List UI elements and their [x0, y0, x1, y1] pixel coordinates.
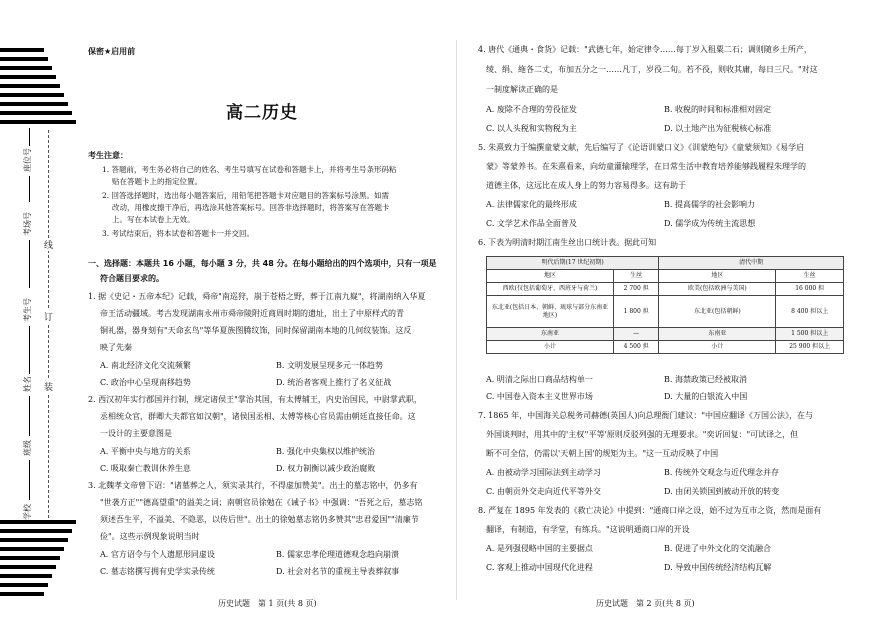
question-1-text: 映了先秦	[100, 343, 132, 352]
table-cell: 8 400 担以上	[776, 296, 844, 328]
silk-export-table	[486, 256, 844, 354]
seal-char-fix: 装	[44, 380, 53, 393]
table-cell: 4 500 担	[614, 341, 659, 354]
table-row	[487, 341, 844, 354]
question-3-text: 3. 北魏孝文帝曾下诏："诸墓葬之人，须实录其行，不得虚加赞美"。出土的墓志铭中，仍多有	[88, 481, 418, 490]
question-1-text: 铜礼器，器身刻有"天命玄鸟"等华夏族图腾纹饰，同时保留湖南本地的几何纹装饰。这反	[100, 326, 412, 335]
table-group-header: 明代后期(17 世纪初期)	[487, 257, 659, 270]
question-2-text: 丞相统众官，群卿大夫都官如汉朝"，诸侯国丞相、太傅等核心官员需由朝廷直接任命。这	[100, 412, 416, 421]
option-d[interactable]: D. 导致中国传统经济结构瓦解	[664, 563, 772, 572]
question-3-text: 须述吾生平，不溢美、不隐恶，以传后世"。出土的徐勉墓志铭仍多赞其"忠君爱国""清廉节	[100, 515, 419, 524]
table-cell: 小计	[487, 341, 614, 354]
option-b[interactable]: B. 促进了中外文化的交流融合	[664, 544, 771, 553]
option-b[interactable]: B. 提高儒学的社会影响力	[664, 200, 755, 209]
school-label: 学校	[23, 504, 32, 520]
section-heading: 符合题目要求的。	[100, 274, 164, 283]
notice-line: 上。写在本试卷上无效。	[112, 215, 195, 224]
question-5-text: 道德主体，这远比在成人身上的努力容易得多。这有助于	[486, 181, 686, 190]
option-a[interactable]: A. 废除不合理的劳役征发	[486, 105, 577, 114]
seat-label: 座位号	[23, 148, 32, 172]
binding-bar	[0, 120, 76, 124]
table-cell: 西欧(仅包括葡萄牙、西班牙与荷兰)	[487, 283, 614, 296]
table-group-header: 清代中期	[659, 257, 844, 270]
binding-bar	[0, 574, 52, 578]
question-2-text: 2. 西汉初年实行郡国并行制，规定诸侯王"掌治其国，有太傅辅王，内史治国民，中尉掌武职，	[88, 395, 422, 404]
option-c[interactable]: C. 客观上推动中国现代化进程	[486, 563, 593, 572]
table-cell: 25 900 担以上	[776, 341, 844, 354]
table-cell: 16 000 担	[776, 283, 844, 296]
table-cell: 2 700 担	[614, 283, 659, 296]
question-7-text: 外国谈判时，用其中的'主权''平等'原则反驳列强的无理要求。"奕䜣回复："可试译之，但	[486, 430, 799, 439]
notice-line: 3. 考试结束后，将本试卷和答题卡一并交回。	[102, 229, 255, 238]
question-8-text: 翻译，有制造，有学堂，有练兵。"这说明通商口岸的开设	[486, 525, 690, 534]
binding-strip	[0, 0, 92, 630]
cut-line	[48, 130, 49, 518]
option-a[interactable]: A. 南北经济文化交流频繁	[100, 361, 191, 370]
option-b[interactable]: B. 传统外交观念与近代理念并存	[664, 468, 779, 477]
binding-bar	[0, 520, 76, 524]
option-c[interactable]: C. 文学艺术作品全面普及	[486, 219, 577, 228]
notice-line: 2. 回答选择题时，选出每小题答案后，用铅笔把答题卡对应题目的答案标号涂黑。如需	[102, 191, 390, 200]
seal-char-bind: 订	[44, 310, 53, 323]
exam-room-label: 考场号	[23, 212, 32, 236]
option-c[interactable]: C. 由朝贡外交走向近代平等外交	[486, 487, 601, 496]
footer-right: 历史试题 第 2 页(共 8 页)	[596, 599, 695, 608]
binding-bar	[0, 547, 64, 551]
question-3-text: "世袭方正""德高望重"的溢美之词；南朝官员徐勉在《诫子书》中强调："吾死之后，墓志铭	[100, 498, 423, 507]
option-a[interactable]: A. 平衡中央与地方的关系	[100, 447, 191, 456]
notice-line: 改动，用橡皮擦干净后，再选涂其他答案标号。回答非选择题时，将答案写在答题卡	[112, 203, 390, 212]
write-line	[29, 176, 30, 202]
question-5-text: 5. 朱熹致力于编撰童蒙文献，先后编写了《论语训蒙口义》《训蒙绝句》《童蒙须知》《易学启	[478, 143, 805, 152]
table-header: 地区	[487, 270, 614, 283]
option-c[interactable]: C. 以人头税和实物税为主	[486, 124, 577, 133]
write-line	[29, 396, 30, 436]
option-c[interactable]: C. 政治中心呈现南移趋势	[100, 378, 191, 387]
footer-left: 历史试题 第 1 页(共 8 页)	[218, 599, 317, 608]
seal-char-line: 线	[44, 238, 53, 251]
table-row	[487, 257, 844, 270]
binding-bar	[0, 529, 72, 533]
notice-line: 1. 答题前，考生务必将自己的姓名、考生号填写在试卷和答题卡上，并将考生号条形码粘	[102, 165, 397, 174]
binding-bar	[0, 75, 56, 79]
table-row	[487, 328, 844, 341]
question-1-text: 1. 据《史记・五帝本纪》记载，舜帝"南巡狩，崩于苍梧之野，葬于江南九嶷"，将湖南纳入华夏	[88, 292, 426, 301]
question-2-text: 一设计的主要意图是	[100, 429, 172, 438]
notice-heading: 考生注意：	[88, 151, 128, 160]
option-c[interactable]: C. 墓志铭撰写拥有史学实录传统	[100, 567, 215, 576]
table-cell: 欧美(包括欧洲与美国)	[659, 283, 776, 296]
table-cell: 小计	[659, 341, 776, 354]
table-cell: 1 800 担	[614, 296, 659, 328]
table-header: 生丝	[614, 270, 659, 283]
name-label: 姓名	[23, 376, 32, 392]
section-heading: 一、选择题：本题共 16 小题，每小题 3 分，共 48 分。在每小题给出的四个选项中，只有一项是	[88, 259, 437, 268]
binding-bar	[0, 583, 48, 587]
option-a[interactable]: A. 是列强侵略中国的主要据点	[486, 544, 593, 553]
option-c[interactable]: C. 中国卷入资本主义世界市场	[486, 392, 593, 401]
exam-number-label: 考生号	[23, 298, 32, 322]
question-3-text: 俭"。这些示例现象说明当时	[100, 532, 200, 541]
question-7-text: 断不可全信，仍需以'天朝上国'的规矩为主。"这一互动反映了中国	[486, 449, 719, 458]
option-d[interactable]: D. 权力制衡以减少政治腐败	[276, 464, 376, 473]
option-d[interactable]: D. 社会对名节的重视主导表葬叙事	[276, 567, 400, 576]
binding-bar	[0, 66, 52, 70]
option-d[interactable]: D. 由闭关锁国到被动开放的转变	[664, 487, 780, 496]
option-b[interactable]: B. 儒家忠孝伦理道德观念趋向崩溃	[276, 550, 399, 559]
binding-bar	[0, 538, 68, 542]
page-divider	[456, 40, 457, 600]
option-b[interactable]: B. 收税的时间和标准相对固定	[664, 105, 771, 114]
question-8-text: 8. 严复在 1895 年发表的《救亡决论》中提到："通商口岸之设，始不过为互市之资，然而是面有	[478, 506, 822, 515]
write-line	[29, 326, 30, 374]
binding-bar	[0, 565, 56, 569]
option-d[interactable]: D. 儒学成为传统主流思想	[664, 219, 756, 228]
option-d[interactable]: D. 大量的白银流入中国	[664, 392, 748, 401]
option-c[interactable]: C. 吸取秦亡教训休养生息	[100, 464, 191, 473]
option-b[interactable]: B. 强化中央集权以维护统治	[276, 447, 375, 456]
table-cell: 东北亚(包括朝鲜)	[659, 296, 776, 328]
question-6-text: 6. 下表为明清时期江南生丝出口统计表。据此可知	[478, 238, 657, 247]
question-1-text: 帝王活动疆域。考古发现湖南永州市舜帝陵附近商周时期的遗址，出土了中原样式的青	[100, 309, 404, 318]
binding-bar	[0, 556, 60, 560]
option-a[interactable]: A. 官方诏令与个人遗愿形同虚设	[100, 550, 215, 559]
question-5-text: 蒙》等蒙养书。在朱熹看来，向幼童灌输理学，在日常生活中教育培养能够践履程朱理学的	[486, 162, 806, 171]
page-title: 高二历史	[226, 103, 298, 123]
write-line	[29, 460, 30, 500]
option-a[interactable]: A. 由被动学习国际法到主动学习	[486, 468, 601, 477]
write-line	[29, 240, 30, 288]
table-row	[487, 270, 844, 283]
table-cell: 东南亚	[487, 328, 614, 341]
question-4-text: 4. 唐代《通典・食货》记载："武德七年，始定律令……每丁岁入租粟二石；调则随乡土所产，	[478, 45, 812, 54]
class-label: 班级	[23, 440, 32, 456]
question-4-text: 绫、绢、絁各二丈，布加五分之一……凡丁，岁役二旬。若不役，则收其庸，每日三尺。"对这	[486, 65, 818, 74]
binding-bar	[0, 102, 68, 106]
table-cell: —	[614, 328, 659, 341]
binding-bar	[0, 84, 60, 88]
question-4-text: 一制度解读正确的是	[486, 85, 558, 94]
table-row	[487, 296, 844, 328]
option-b[interactable]: B. 文明发展呈现多元一体趋势	[276, 361, 383, 370]
write-line	[29, 128, 30, 146]
table-header: 地区	[659, 270, 776, 283]
binding-bar	[0, 111, 72, 115]
table-cell: 东北亚(包括日本、朝鲜、琉球与部分东南亚地区)	[487, 296, 614, 328]
table-row	[487, 283, 844, 296]
table-cell: 1 500 担以上	[776, 328, 844, 341]
option-a[interactable]: A. 法律儒家化的最终形成	[486, 200, 577, 209]
binding-bar	[0, 48, 44, 52]
table-header: 生丝	[776, 270, 844, 283]
option-b[interactable]: B. 海禁政策已经被取消	[664, 375, 747, 384]
option-d[interactable]: D. 统治者客观上推行了名义征战	[276, 378, 392, 387]
binding-bar	[0, 57, 48, 61]
binding-bar	[0, 592, 44, 596]
table-cell: 东南亚	[659, 328, 776, 341]
question-7-text: 7. 1865 年，中国海关总税务司赫德(英国人)向总理衙门建议："中国应翻译《万国公法》，在与	[478, 411, 813, 420]
notice-line: 贴在答题卡上的指定位置。	[112, 177, 202, 186]
option-a[interactable]: A. 明清之际出口商品结构单一	[486, 375, 593, 384]
option-d[interactable]: D. 以土地产出为征税核心标准	[664, 124, 772, 133]
secret-mark: 保密★启用前	[88, 47, 136, 56]
binding-bar	[0, 93, 64, 97]
